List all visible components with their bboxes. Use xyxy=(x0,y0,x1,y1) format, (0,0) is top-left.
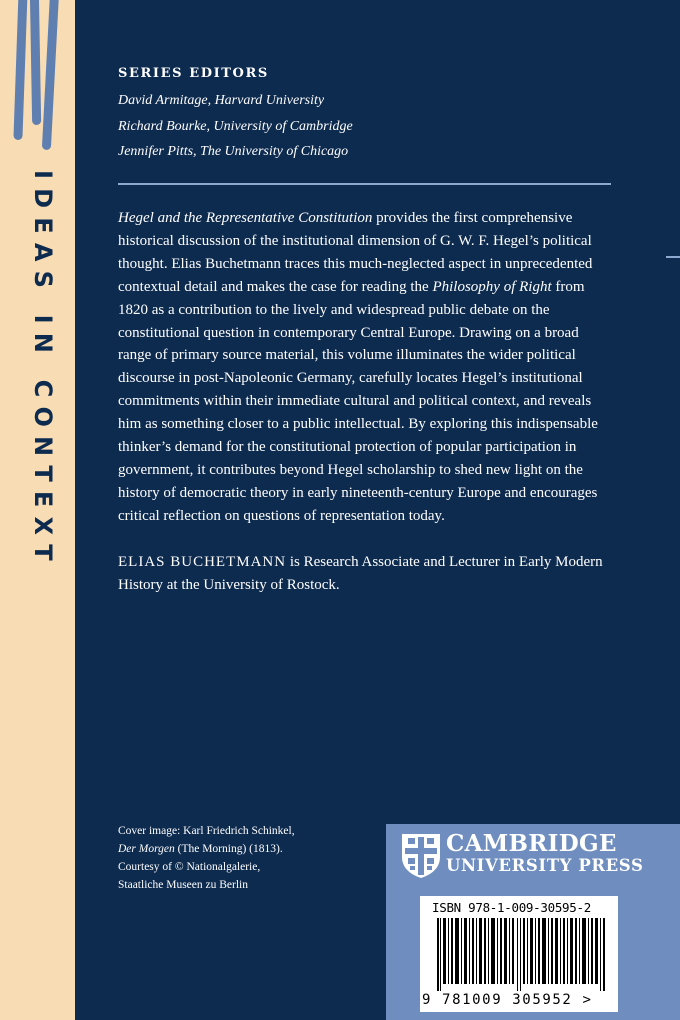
book-title: Hegel and the Representative Constitution xyxy=(118,210,373,226)
credit-line: Courtesy of © Nationalgalerie, xyxy=(118,861,261,873)
credit-line: Staatliche Museen zu Berlin xyxy=(118,879,248,891)
barcode-bars xyxy=(429,918,611,991)
decorative-stripe xyxy=(42,0,59,150)
editor-name: David Armitage, Harvard University xyxy=(118,93,325,108)
author-name: ELIAS BUCHETMANN xyxy=(118,554,287,570)
barcode-digits: 9 781009 305952 > xyxy=(422,992,593,1008)
author-bio xyxy=(118,551,613,597)
barcode xyxy=(420,896,618,1012)
series-title-vertical xyxy=(2,170,72,610)
decorative-stripe xyxy=(13,0,27,140)
cover-image-credit xyxy=(118,822,368,894)
isbn-label: ISBN 978-1-009-30595-2 xyxy=(432,900,591,915)
publisher-name-line1: CAMBRIDGE xyxy=(446,830,617,857)
editor-name: Jennifer Pitts, The University of Chicago xyxy=(118,144,349,159)
artwork-title: Der Morgen xyxy=(118,843,175,855)
book-description xyxy=(118,207,613,528)
divider xyxy=(118,183,611,185)
publisher-name-line2: UNIVERSITY PRESS xyxy=(446,856,644,875)
description-text: from 1820 as a contribution to the lively and widespread public debate on the constitutional question in contemporary Central Europe. Drawing on a broad range of primary source material, this volume illuminates the wider political discourse in post-Napoleonic Germany, carefully locates Hegel’s institutional commitments within their immediate cultural and political context, and reveals him as something closer to a public intellectual. By exploring this indispensable thinker’s demand for the constitutional protection of popular participation in government, it contributes beyond Hegel scholarship to shed new light on the history of democratic theory in early nineteenth-century Europe and encourages critical reflection on questions of representation today. xyxy=(118,278,598,524)
series-editors-heading: SERIES EDITORS xyxy=(118,66,269,81)
decorative-stripe xyxy=(30,0,41,125)
credit-line: (The Morning) (1813). xyxy=(174,843,283,855)
cambridge-shield-icon xyxy=(401,833,441,879)
publisher-panel xyxy=(386,824,680,1020)
credit-line: Cover image: Karl Friedrich Schinkel, xyxy=(118,825,295,837)
author-bio-text: is Research Associate and Lecturer in Early Modern History at the University of Rostock. xyxy=(118,554,603,593)
series-title: IDEAS IN CONTEXT xyxy=(29,170,57,570)
series-spine-strip xyxy=(0,0,75,1020)
work-title: Philosophy of Right xyxy=(432,278,552,295)
edge-tick-mark xyxy=(666,256,680,258)
series-editors xyxy=(118,66,618,165)
publisher-name xyxy=(446,832,643,875)
description-text: provides the first comprehensive historical discussion of the institutional dimension of G. W. F. Hegel’s political thought. Elias Buchetmann traces this much-neglected aspect in unprecedented contextual detail and makes the case for reading the xyxy=(118,210,593,295)
editor-name: Richard Bourke, University of Cambridge xyxy=(118,118,353,134)
